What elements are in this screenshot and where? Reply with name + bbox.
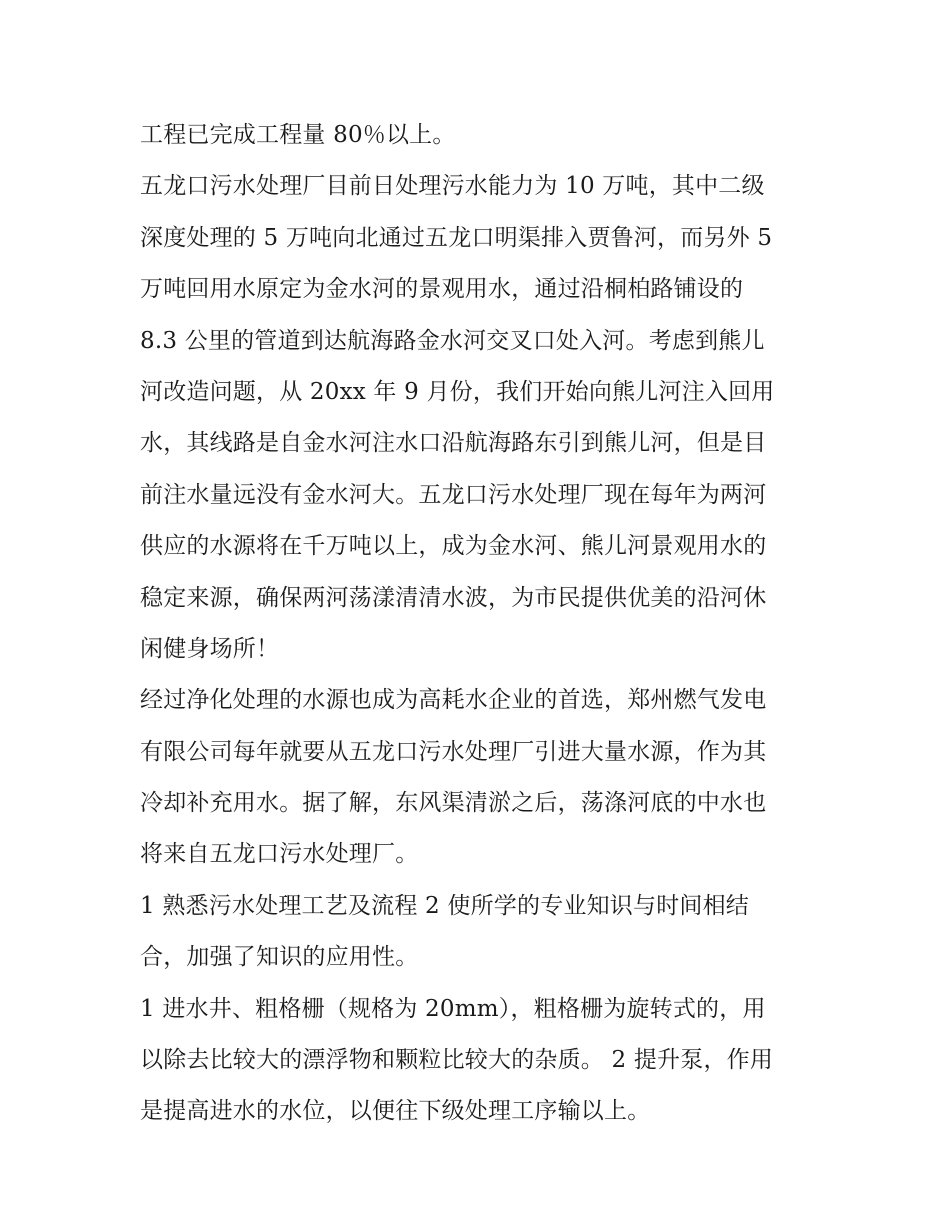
text-line: 以除去比较大的漂浮物和颗粒比较大的杂质。 2 提升泵，作用 bbox=[140, 1047, 774, 1074]
text-line: 有限公司每年就要从五龙口污水处理厂引进大量水源，作为其 bbox=[140, 738, 767, 765]
text-line: 合，加强了知识的应用性。 bbox=[140, 944, 419, 971]
text-line: 1 熟悉污水处理工艺及流程 2 使所学的专业知识与时间相结 bbox=[140, 892, 749, 919]
text-line: 是提高进水的水位，以便往下级处理工序输以上。 bbox=[140, 1098, 651, 1125]
text-line: 工程已完成工程量 80％以上。 bbox=[140, 122, 456, 148]
text-line: 1 进水井、粗格栅（规格为 20mm），粗格栅为旋转式的，用 bbox=[140, 995, 766, 1022]
text-line: 冷却补充用水。据了解，东风渠清淤之后，荡涤河底的中水也 bbox=[140, 790, 767, 817]
text-line: 河改造问题，从 20xx 年 9 月份，我们开始向熊儿河注入回用 bbox=[140, 378, 775, 405]
text-line: 8.3 公里的管道到达航海路金水河交叉口处入河。考虑到熊儿 bbox=[140, 327, 765, 354]
text-line: 经过净化处理的水源也成为高耗水企业的首选，郑州燃气发电 bbox=[140, 687, 767, 714]
text-line: 供应的水源将在千万吨以上，成为金水河、熊儿河景观用水的 bbox=[140, 533, 767, 560]
text-line: 深度处理的 5 万吨向北通过五龙口明渠排入贾鲁河，而另外 5 bbox=[140, 224, 773, 251]
text-line: 万吨回用水原定为金水河的景观用水，通过沿桐柏路铺设的 bbox=[140, 276, 744, 303]
text-line: 水，其线路是自金水河注水口沿航海路东引到熊儿河，但是目 bbox=[140, 430, 767, 457]
text-line: 稳定来源，确保两河荡漾清清水波，为市民提供优美的沿河休 bbox=[140, 584, 767, 611]
text-line: 将来自五龙口污水处理厂。 bbox=[140, 841, 419, 868]
text-line: 前注水量远没有金水河大。五龙口污水处理厂现在每年为两河 bbox=[140, 481, 767, 508]
text-line: 五龙口污水处理厂目前日处理污水能力为 10 万吨，其中二级 bbox=[140, 173, 765, 200]
document-page bbox=[140, 110, 820, 1138]
text-line: 闲健身场所！ bbox=[140, 635, 280, 662]
